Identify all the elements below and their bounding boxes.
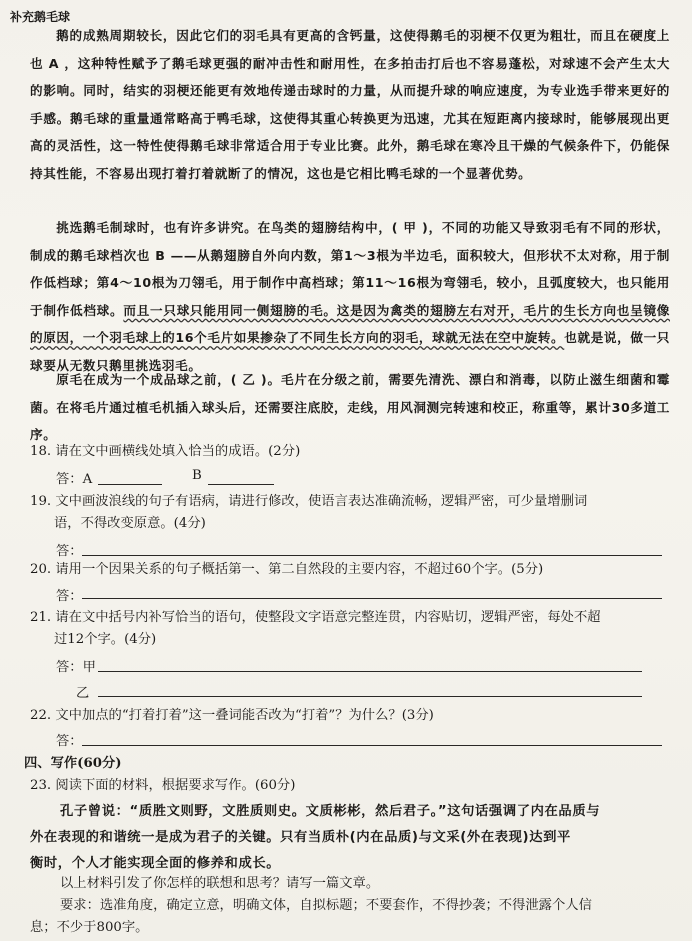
question-19-cont: 语，不得改变原意。(4分) — [54, 516, 206, 531]
q19-answer-line[interactable] — [82, 555, 662, 556]
q23-material-line-2: 外在表现的和谐统一是成为君子的关键。只有当质朴(内在品质)与文采(外在表现)达到平 — [30, 830, 571, 845]
section-4-heading: 四、写作(60分) — [24, 756, 122, 771]
q21-answer-jia-line[interactable] — [98, 671, 642, 672]
q19-answer-label: 答： — [56, 544, 83, 559]
paragraph-3 — [30, 366, 670, 449]
q23-requirements-2: 息；不少于800字。 — [30, 920, 149, 935]
q18-answer-b-label: B — [192, 468, 202, 483]
question-18: 18. 请在文中画横线处填入恰当的成语。(2分) — [30, 444, 301, 459]
paragraph-1 — [30, 22, 670, 188]
q22-answer-line[interactable] — [82, 745, 662, 746]
question-21-cont: 过12个字。(4分) — [54, 632, 157, 647]
paragraph-3-text: 原毛在成为一个成品球之前，( 乙 )。毛片在分级之前，需要先清洗、漂白和消毒，以防止滋生细菌和霉菌。在将毛片通过植毛机插入球头后，还需要注底胶，走线，用风洞测完转速和校正，称重等，累计30多道工序。 — [30, 372, 670, 443]
q21-answer-yi-label: 乙 — [76, 686, 90, 701]
paragraph-2 — [30, 214, 670, 380]
paragraph-2-text-a: 挑选鹅毛制球时，也有许多讲究。在鸟类的翅膀结构中，( 甲 )，不同的功能又导致羽毛有不同的形状，制成的鹅毛球档次也 B ——从鹅翅膀自外向内数，第1～3根为半边毛，面积较大，但形状不太对称，用于制作低档球；第4～10根为刀翎毛，用于制作中高档球；第11～16根为弯翎毛，较小，且弧度较大，也只能用于制作低档球。 — [30, 220, 670, 318]
wavy-underlined-sentence: 而且一只球只能用同一侧翅膀的毛。这是因为禽类的翅膀左右对开，毛片的生长方向也呈镜像的原因，一个羽毛球上的16个毛片如果掺杂了不同生长方向的羽毛，球就无法在空中旋转。 — [30, 302, 670, 346]
q20-answer-label: 答： — [56, 589, 83, 604]
q23-requirements-1: 要求：选准角度，确定立意，明确文体，自拟标题；不要套作，不得抄袭；不得泄露个人信 — [60, 898, 592, 913]
question-22: 22. 文中加点的“打着打着”这一叠词能否改为“打着”？为什么？(3分) — [30, 708, 434, 723]
page-header: 补充鹅毛球 — [10, 10, 71, 24]
question-23: 23. 阅读下面的材料，根据要求写作。(60分) — [30, 778, 296, 793]
q23-prompt: 以上材料引发了你怎样的联想和思考？请写一篇文章。 — [60, 876, 380, 891]
q22-answer-label: 答： — [56, 734, 83, 749]
q18-answer-a-label: 答：A — [56, 472, 93, 487]
question-19: 19. 文中画波浪线的句子有语病，请进行修改，使语言表达准确流畅，逻辑严密，可少量增删词 — [30, 494, 588, 509]
question-21: 21. 请在文中括号内补写恰当的语句，使整段文字语意完整连贯，内容贴切，逻辑严密，每处不超 — [30, 610, 601, 625]
q20-answer-line[interactable] — [82, 598, 662, 599]
q21-answer-yi-line[interactable] — [98, 696, 642, 697]
paragraph-2-text-c: 也就是说，做一只球要从无数只鹅里挑选羽毛。 — [30, 330, 670, 373]
q18-answer-a-line[interactable] — [98, 484, 162, 485]
q23-material-line-1: 孔子曾说：“质胜文则野，文胜质则史。文质彬彬，然后君子。”这句话强调了内在品质与 — [60, 804, 601, 819]
paragraph-1-text: 鹅的成熟周期较长，因此它们的羽毛具有更高的含钙量，这使得鹅毛的羽梗不仅更为粗壮，而且在硬度上也 A ，这种特性赋予了鹅毛球更强的耐冲击性和耐用性，在多拍击打后也不容易蓬松，对球速不会产生太大的影响。同时，结实的羽梗还能更有效地传递击球时的力量，从而提升球的响应速度，为专业选手带来更好的手感。鹅毛球的重量通常略高于鸭毛球，这使得其重心转换更为迅速，尤其在短距离内接球时，能够展现出更高的灵活性，这一特性使得鹅毛球非常适合用于专业比赛。此外，鹅毛球在寒冷且干燥的气候条件下，仍能保持其性能，不容易出现打着打着就断了的情况，这也是它相比鸭毛球的一个显著优势。 — [30, 28, 670, 181]
question-20: 20. 请用一个因果关系的句子概括第一、第二自然段的主要内容，不超过60个字。(5分) — [30, 562, 544, 577]
q21-answer-jia-label: 答：甲 — [56, 660, 96, 675]
q23-material-line-3: 衡时，个人才能实现全面的修养和成长。 — [30, 856, 281, 871]
q18-answer-b-line[interactable] — [208, 484, 274, 485]
